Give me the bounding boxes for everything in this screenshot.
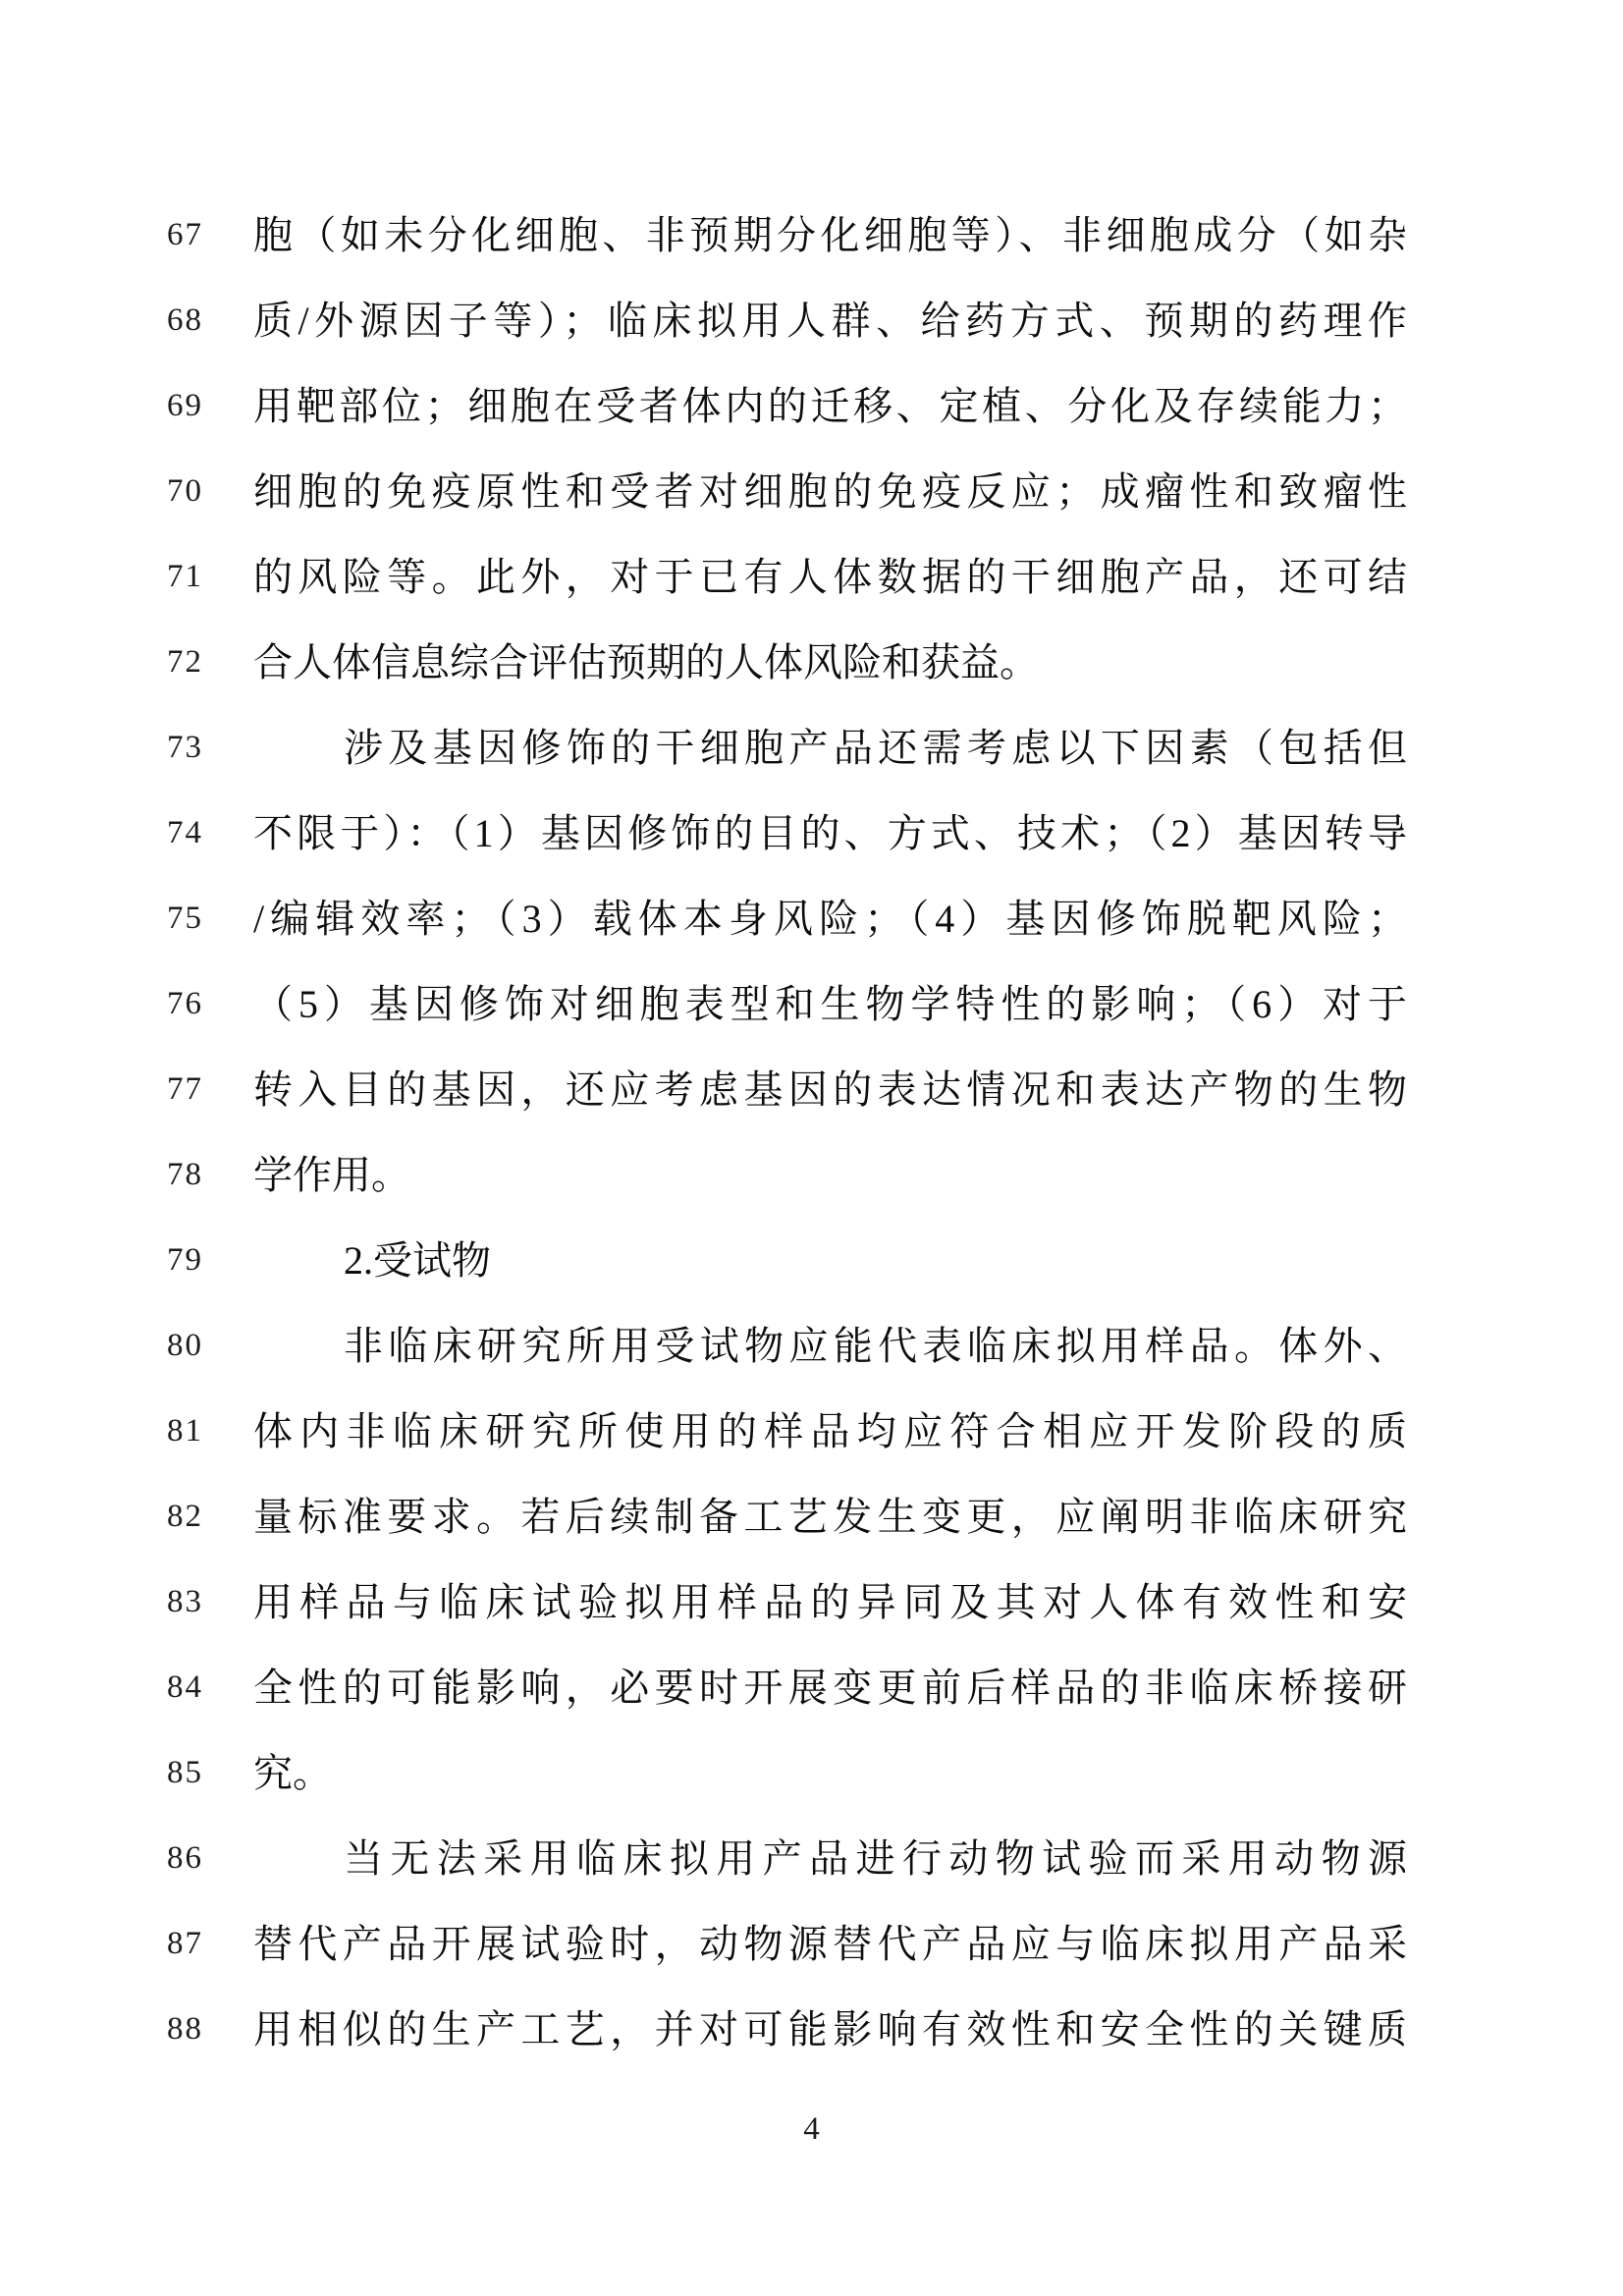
- document-line: [0, 1559, 1623, 1645]
- line-number: 80: [167, 1328, 203, 1363]
- line-number: 73: [167, 730, 203, 765]
- document-line: [0, 1303, 1623, 1389]
- document-line: [0, 1474, 1623, 1559]
- document-line: [0, 1901, 1623, 1987]
- line-text: /编辑效率；（3）载体本身风险；（4）基因修饰脱靶风险；: [253, 897, 1407, 941]
- document-line: [0, 1816, 1623, 1901]
- line-number: 79: [167, 1242, 203, 1278]
- line-number: 69: [167, 388, 203, 423]
- line-text: 究。: [253, 1751, 332, 1795]
- document-line: [0, 1987, 1623, 2072]
- document-line: [0, 791, 1623, 876]
- line-text: 涉及基因修饰的干细胞产品还需考虑以下因素（包括但: [344, 726, 1407, 770]
- line-number: 74: [167, 815, 203, 850]
- document-line: [0, 961, 1623, 1047]
- line-number: 77: [167, 1071, 203, 1107]
- document-body: [0, 192, 1623, 2072]
- line-text: 全性的可能影响，必要时开展变更前后样品的非临床桥接研: [253, 1666, 1407, 1710]
- line-number: 84: [167, 1669, 203, 1705]
- line-number: 76: [167, 986, 203, 1021]
- page-number: 4: [803, 2111, 820, 2147]
- document-line: [0, 1218, 1623, 1303]
- line-number: 71: [167, 559, 203, 594]
- document-line: [0, 1132, 1623, 1218]
- line-text: 胞（如未分化细胞、非预期分化细胞等）、非细胞成分（如杂: [253, 213, 1407, 257]
- line-text: 不限于）：（1）基因修饰的目的、方式、技术；（2）基因转导: [253, 811, 1407, 855]
- line-number: 82: [167, 1499, 203, 1534]
- line-text: 用样品与临床试验拟用样品的异同及其对人体有效性和安: [253, 1580, 1407, 1624]
- document-line: [0, 192, 1623, 278]
- line-number: 72: [167, 644, 203, 680]
- document-line: [0, 1047, 1623, 1132]
- line-number: 86: [167, 1840, 203, 1876]
- line-text: 用相似的生产工艺，并对可能影响有效性和安全性的关键质: [253, 2007, 1407, 2051]
- line-text: 非临床研究所用受试物应能代表临床拟用样品。体外、: [344, 1324, 1407, 1368]
- line-text: 体内非临床研究所使用的样品均应符合相应开发阶段的质: [253, 1409, 1407, 1453]
- document-line: [0, 534, 1623, 620]
- line-number: 87: [167, 1926, 203, 1961]
- line-number: 67: [167, 217, 203, 252]
- line-text: 量标准要求。若后续制备工艺发生变更，应阐明非临床研究: [253, 1495, 1407, 1539]
- line-number: 75: [167, 901, 203, 936]
- line-text: 用靶部位；细胞在受者体内的迁移、定植、分化及存续能力；: [253, 384, 1407, 428]
- document-line: [0, 1730, 1623, 1816]
- line-text: 替代产品开展试验时，动物源替代产品应与临床拟用产品采: [253, 1922, 1407, 1966]
- line-number: 68: [167, 302, 203, 338]
- line-text: 当无法采用临床拟用产品进行动物试验而采用动物源: [344, 1836, 1407, 1881]
- line-text: 转入目的基因，还应考虑基因的表达情况和表达产物的生物: [253, 1067, 1407, 1112]
- document-line: [0, 449, 1623, 534]
- document-line: [0, 620, 1623, 705]
- line-number: 88: [167, 2011, 203, 2047]
- document-line: [0, 705, 1623, 791]
- page-footer: [0, 2111, 1623, 2148]
- line-text: 的风险等。此外，对于已有人体数据的干细胞产品，还可结: [253, 555, 1407, 599]
- document-line: [0, 278, 1623, 363]
- line-text: 2.受试物: [344, 1238, 491, 1283]
- line-number: 70: [167, 473, 203, 509]
- line-number: 83: [167, 1584, 203, 1619]
- document-line: [0, 363, 1623, 449]
- line-text: 质/外源因子等）；临床拟用人群、给药方式、预期的药理作: [253, 299, 1407, 343]
- line-text: （5）基因修饰对细胞表型和生物学特性的影响；（6）对于: [253, 982, 1407, 1026]
- document-line: [0, 1389, 1623, 1474]
- line-text: 学作用。: [253, 1153, 410, 1197]
- line-number: 85: [167, 1755, 203, 1790]
- line-text: 合人体信息综合评估预期的人体风险和获益。: [253, 640, 1039, 684]
- line-number: 81: [167, 1413, 203, 1449]
- line-text: 细胞的免疫原性和受者对细胞的免疫反应；成瘤性和致瘤性: [253, 469, 1407, 514]
- document-line: [0, 876, 1623, 961]
- document-line: [0, 1645, 1623, 1730]
- line-number: 78: [167, 1157, 203, 1192]
